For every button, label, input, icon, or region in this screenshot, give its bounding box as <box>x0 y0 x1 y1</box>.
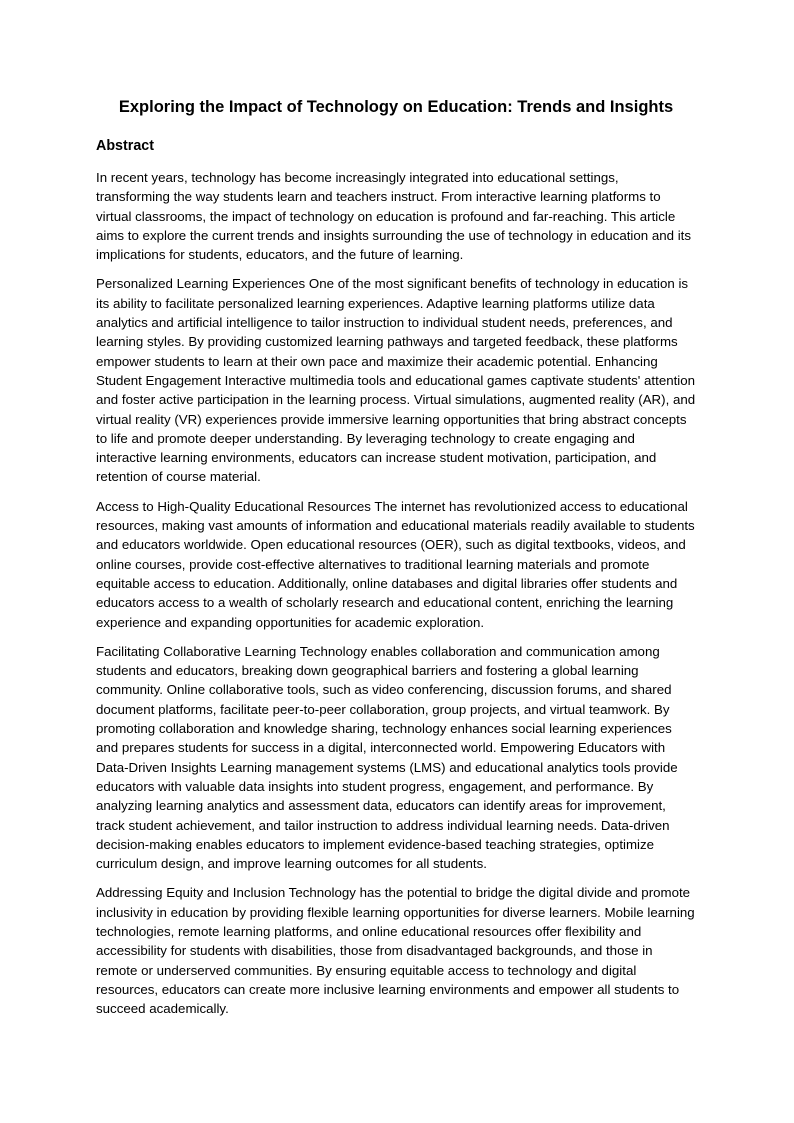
paragraph-equity-inclusion: Addressing Equity and Inclusion Technology has the potential to bridge the digital divide and promote inclusivity in education by providing flexible learning opportunities for diverse learners. Mobile learning technologies, remote learning platforms, and online educational resources offer flexibility and accessibility for students with disabilities, those from disadvantaged backgrounds, and those in remote or underserved communities. By ensuring equitable access to technology and digital resources, educators can create more inclusive learning environments and empower all students to succeed academically. <box>96 885 695 1017</box>
document-title: Exploring the Impact of Technology on Education: Trends and Insights <box>118 98 674 116</box>
paragraph-abstract: In recent years, technology has become increasingly integrated into educational settings, transforming the way students learn and teachers instruct. From interactive learning platforms to virtual classrooms, the impact of technology on education is profound and far-reaching. This article aims to explore the current trends and insights surrounding the use of technology in education and its implications for students, educators, and the future of learning. <box>96 170 692 263</box>
document-body <box>96 96 696 1028</box>
abstract-heading: Abstract <box>96 138 154 154</box>
paragraph-educational-resources: Access to High-Quality Educational Resources The internet has revolutionized access to educational resources, making vast amounts of information and educational materials readily available to students and educators worldwide. Open educational resources (OER), such as digital textbooks, videos, and online courses, provide cost-effective alternatives to traditional learning materials and promote equitable access to education. Additionally, online databases and digital libraries offer students and educators access to a wealth of scholarly research and educational content, enriching the learning experience and expanding opportunities for academic exploration. <box>96 498 695 630</box>
paragraph-personalized-learning: Personalized Learning Experiences One of the most significant benefits of technology in education is its ability to facilitate personalized learning experiences. Adaptive learning platforms utilize data analytics and artificial intelligence to tailor instruction to individual student needs, preferences, and learning styles. By providing customized learning pathways and targeted feedback, these platforms empower students to learn at their own pace and maximize their academic potential. Enhancing Student Engagement Interactive multimedia tools and educational games captivate students' attention and foster active participation in the learning process. Virtual simulations, augmented reality (AR), and virtual reality (VR) experiences provide immersive learning opportunities that bring abstract concepts to life and promote deeper understanding. By leveraging technology to create engaging and interactive learning environments, educators can increase student motivation, participation, and retention of course material. <box>96 276 696 485</box>
paragraph-collaborative-learning: Facilitating Collaborative Learning Technology enables collaboration and communication among students and educators, breaking down geographical barriers and fostering a global learning community. Online collaborative tools, such as video conferencing, discussion forums, and shared document platforms, facilitate peer-to-peer collaboration, group projects, and virtual teamwork. By promoting collaboration and knowledge sharing, technology enhances social learning experiences and prepares students for success in a digital, interconnected world. Empowering Educators with Data-Driven Insights Learning management systems (LMS) and educational analytics tools provide educators with valuable data insights into student progress, engagement, and performance. By analyzing learning analytics and assessment data, educators can identify areas for improvement, track student achievement, and tailor instruction to address individual learning needs. Data-driven decision-making enables educators to implement evidence-based teaching strategies, optimize curriculum design, and improve learning outcomes for all students. <box>96 643 678 872</box>
